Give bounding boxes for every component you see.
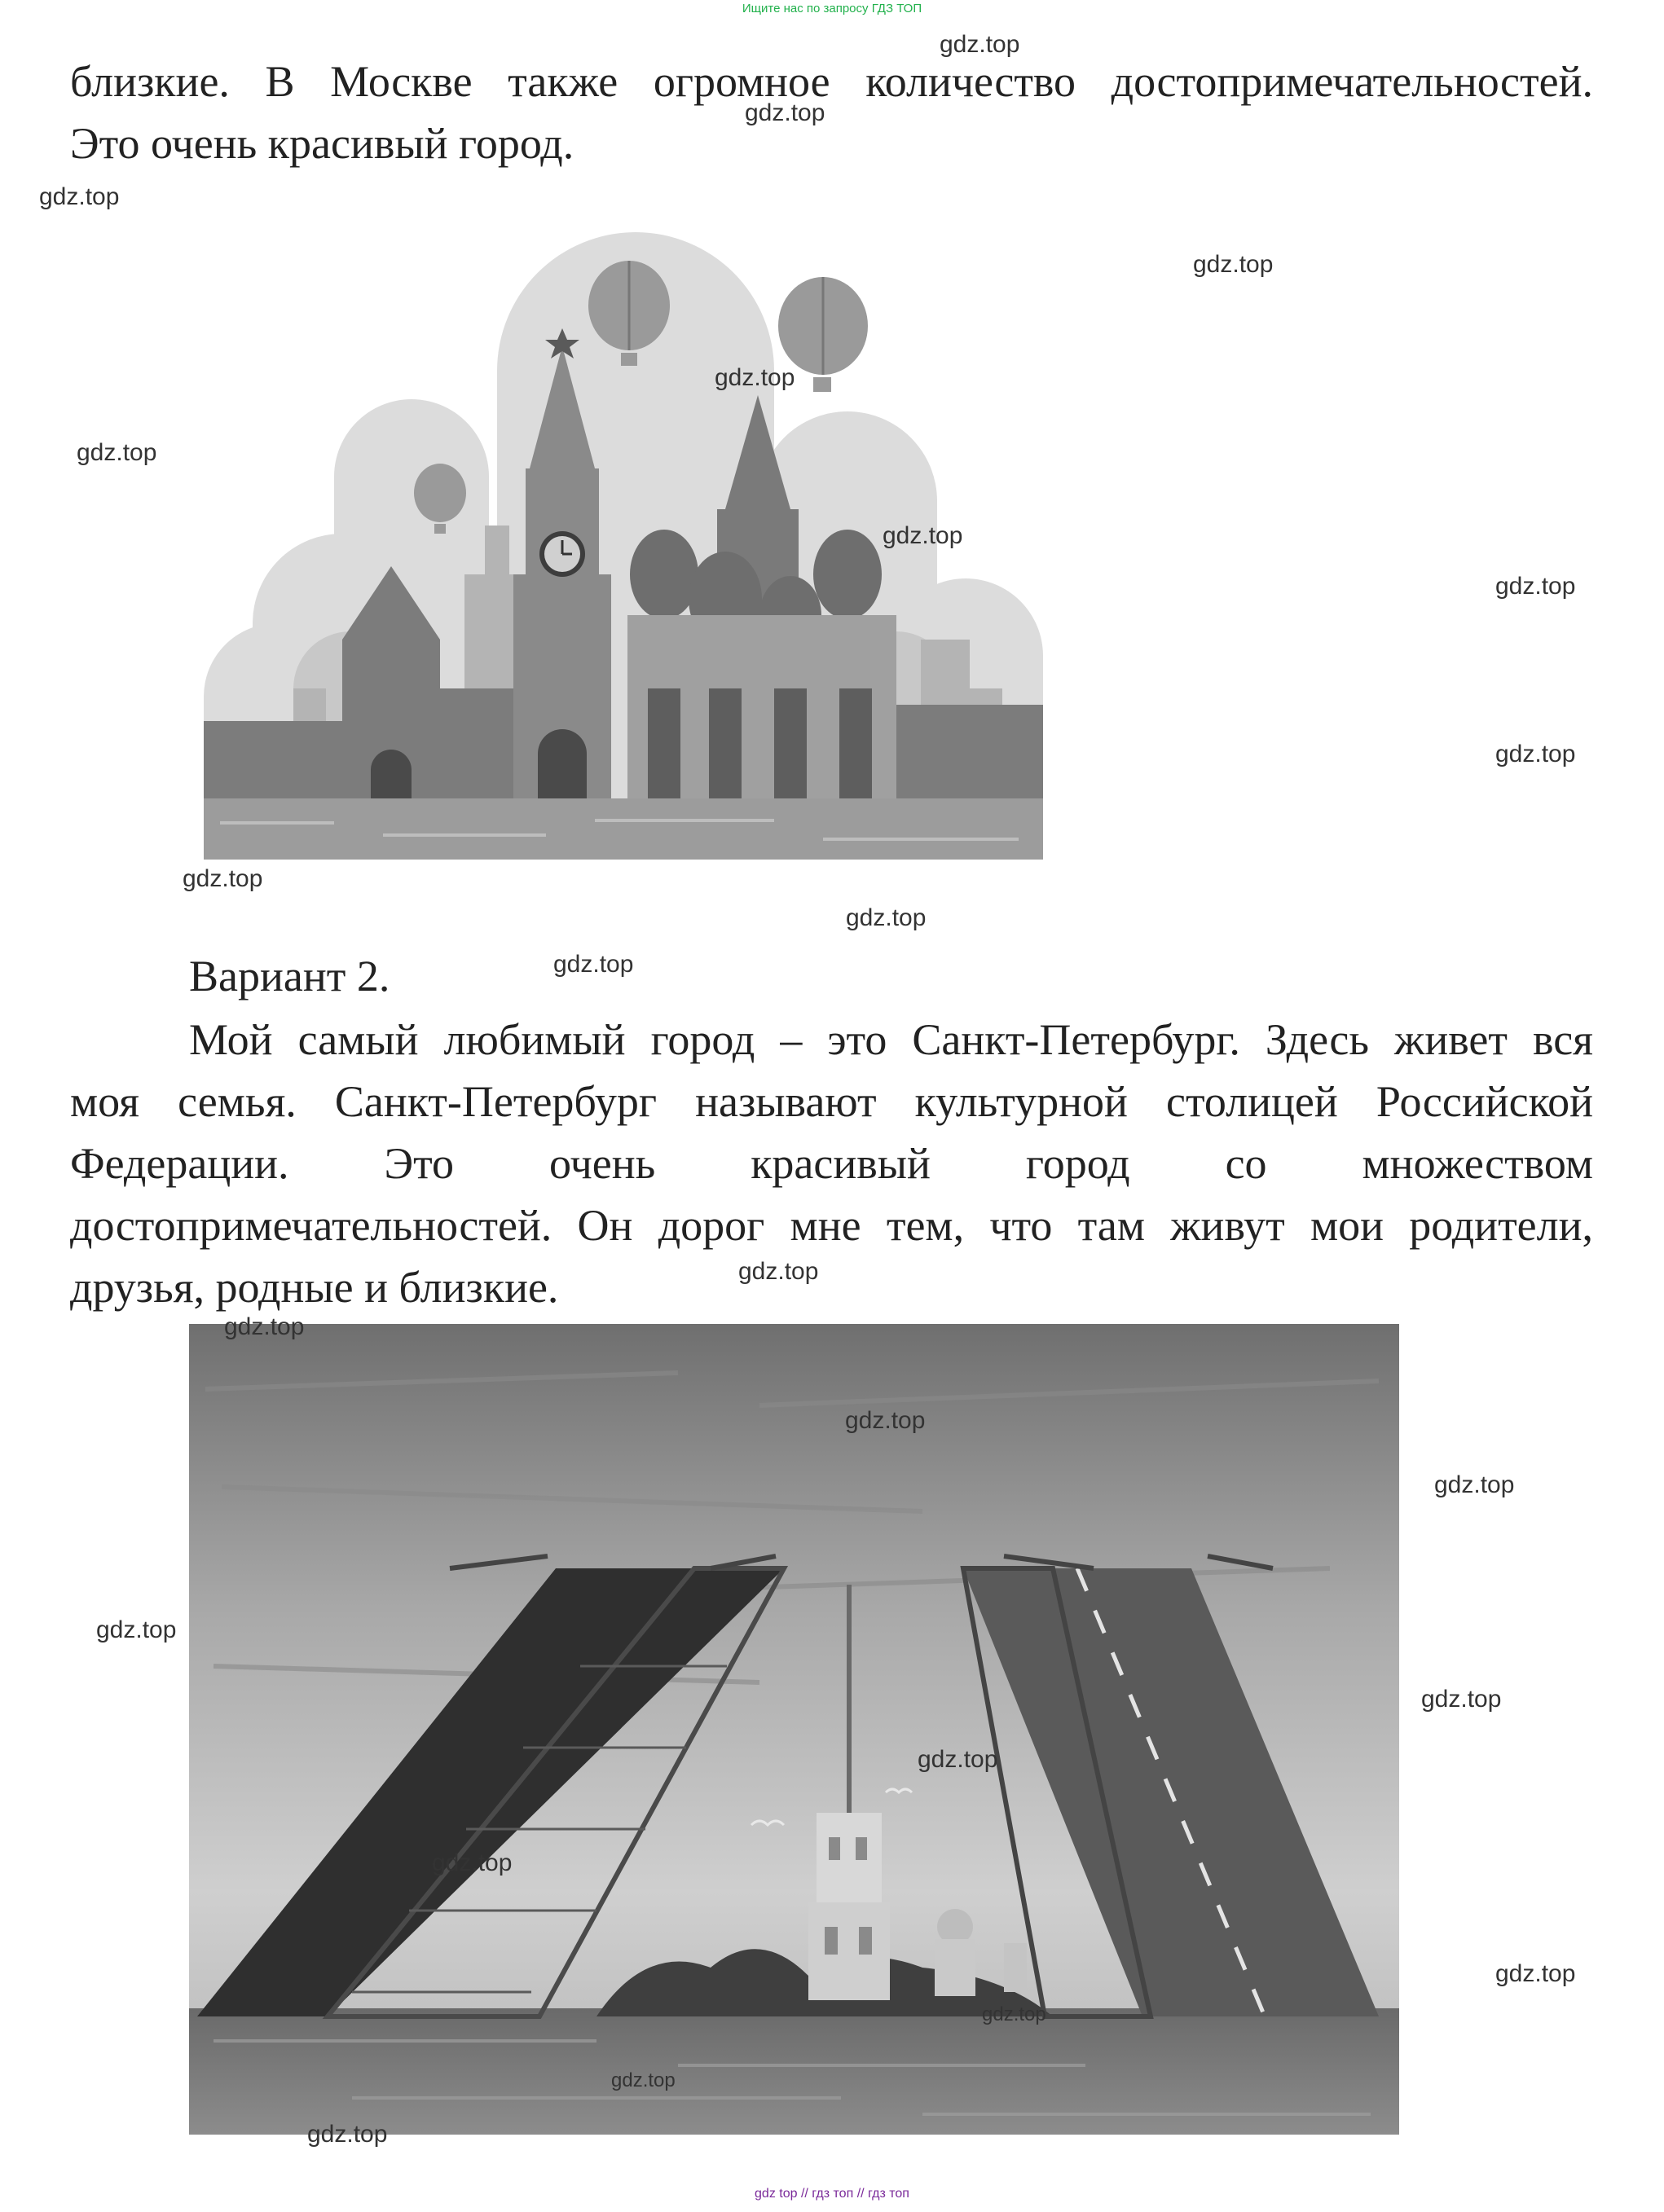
paragraph-1-line: близкие. В Москве также огромное количество достопримечательностей. bbox=[70, 57, 1593, 106]
watermark-text: gdz.top bbox=[1434, 1471, 1515, 1498]
paragraph-2-line: Федерации. Это очень красивый город со множеством bbox=[70, 1139, 1593, 1188]
watermark-text: gdz.top bbox=[96, 1616, 177, 1643]
watermark-text: gdz.top bbox=[611, 2069, 676, 2091]
watermark-text: gdz.top bbox=[553, 951, 634, 978]
watermark-text: gdz.top bbox=[918, 1746, 998, 1773]
paragraph-1 bbox=[70, 51, 1593, 174]
watermark-text: gdz.top bbox=[307, 2121, 388, 2148]
paragraph-2-line: моя семья. Санкт-Петербург называют культурной столицей Российской bbox=[70, 1077, 1593, 1126]
paragraph-1-line: Это очень красивый город. bbox=[70, 119, 574, 168]
drawbridge-painting bbox=[189, 1324, 1399, 2135]
watermark-text: gdz.top bbox=[1495, 1960, 1576, 1987]
top-banner[interactable]: Ищите нас по запросу ГДЗ ТОП bbox=[742, 2, 922, 15]
watermark-text: gdz.top bbox=[738, 1258, 819, 1285]
section-heading: Вариант 2. bbox=[189, 952, 390, 1000]
watermark-text: gdz.top bbox=[1495, 741, 1576, 767]
bottom-banner[interactable]: gdz top // гдз топ // гдз топ bbox=[755, 2187, 909, 2201]
watermark-text: gdz.top bbox=[982, 2003, 1046, 2025]
paragraph-2 bbox=[70, 1009, 1593, 1318]
watermark-text: gdz.top bbox=[846, 904, 927, 931]
watermark-text: gdz.top bbox=[183, 865, 263, 892]
paragraph-2-line: друзья, родные и близкие. bbox=[70, 1263, 559, 1312]
watermark-text: gdz.top bbox=[77, 439, 157, 466]
watermark-text: gdz.top bbox=[39, 183, 120, 210]
watermark-text: gdz.top bbox=[715, 364, 795, 391]
watermark-text: gdz.top bbox=[1495, 573, 1576, 600]
watermark-text: gdz.top bbox=[883, 522, 963, 549]
watermark-text: gdz.top bbox=[432, 1849, 513, 1876]
paragraph-2-line: достопримечательностей. Он дорог мне тем, что там живут мои родители, bbox=[70, 1201, 1593, 1250]
watermark-text: gdz.top bbox=[745, 99, 825, 126]
paragraph-2-line: Мой самый любимый город – это Санкт-Петербург. Здесь живет вся bbox=[189, 1015, 1593, 1064]
watermark-text: gdz.top bbox=[224, 1313, 305, 1340]
watermark-text: gdz.top bbox=[1193, 251, 1274, 278]
watermark-text: gdz.top bbox=[1421, 1686, 1502, 1713]
watermark-text: gdz.top bbox=[845, 1407, 926, 1434]
watermark-text: gdz.top bbox=[940, 31, 1020, 58]
